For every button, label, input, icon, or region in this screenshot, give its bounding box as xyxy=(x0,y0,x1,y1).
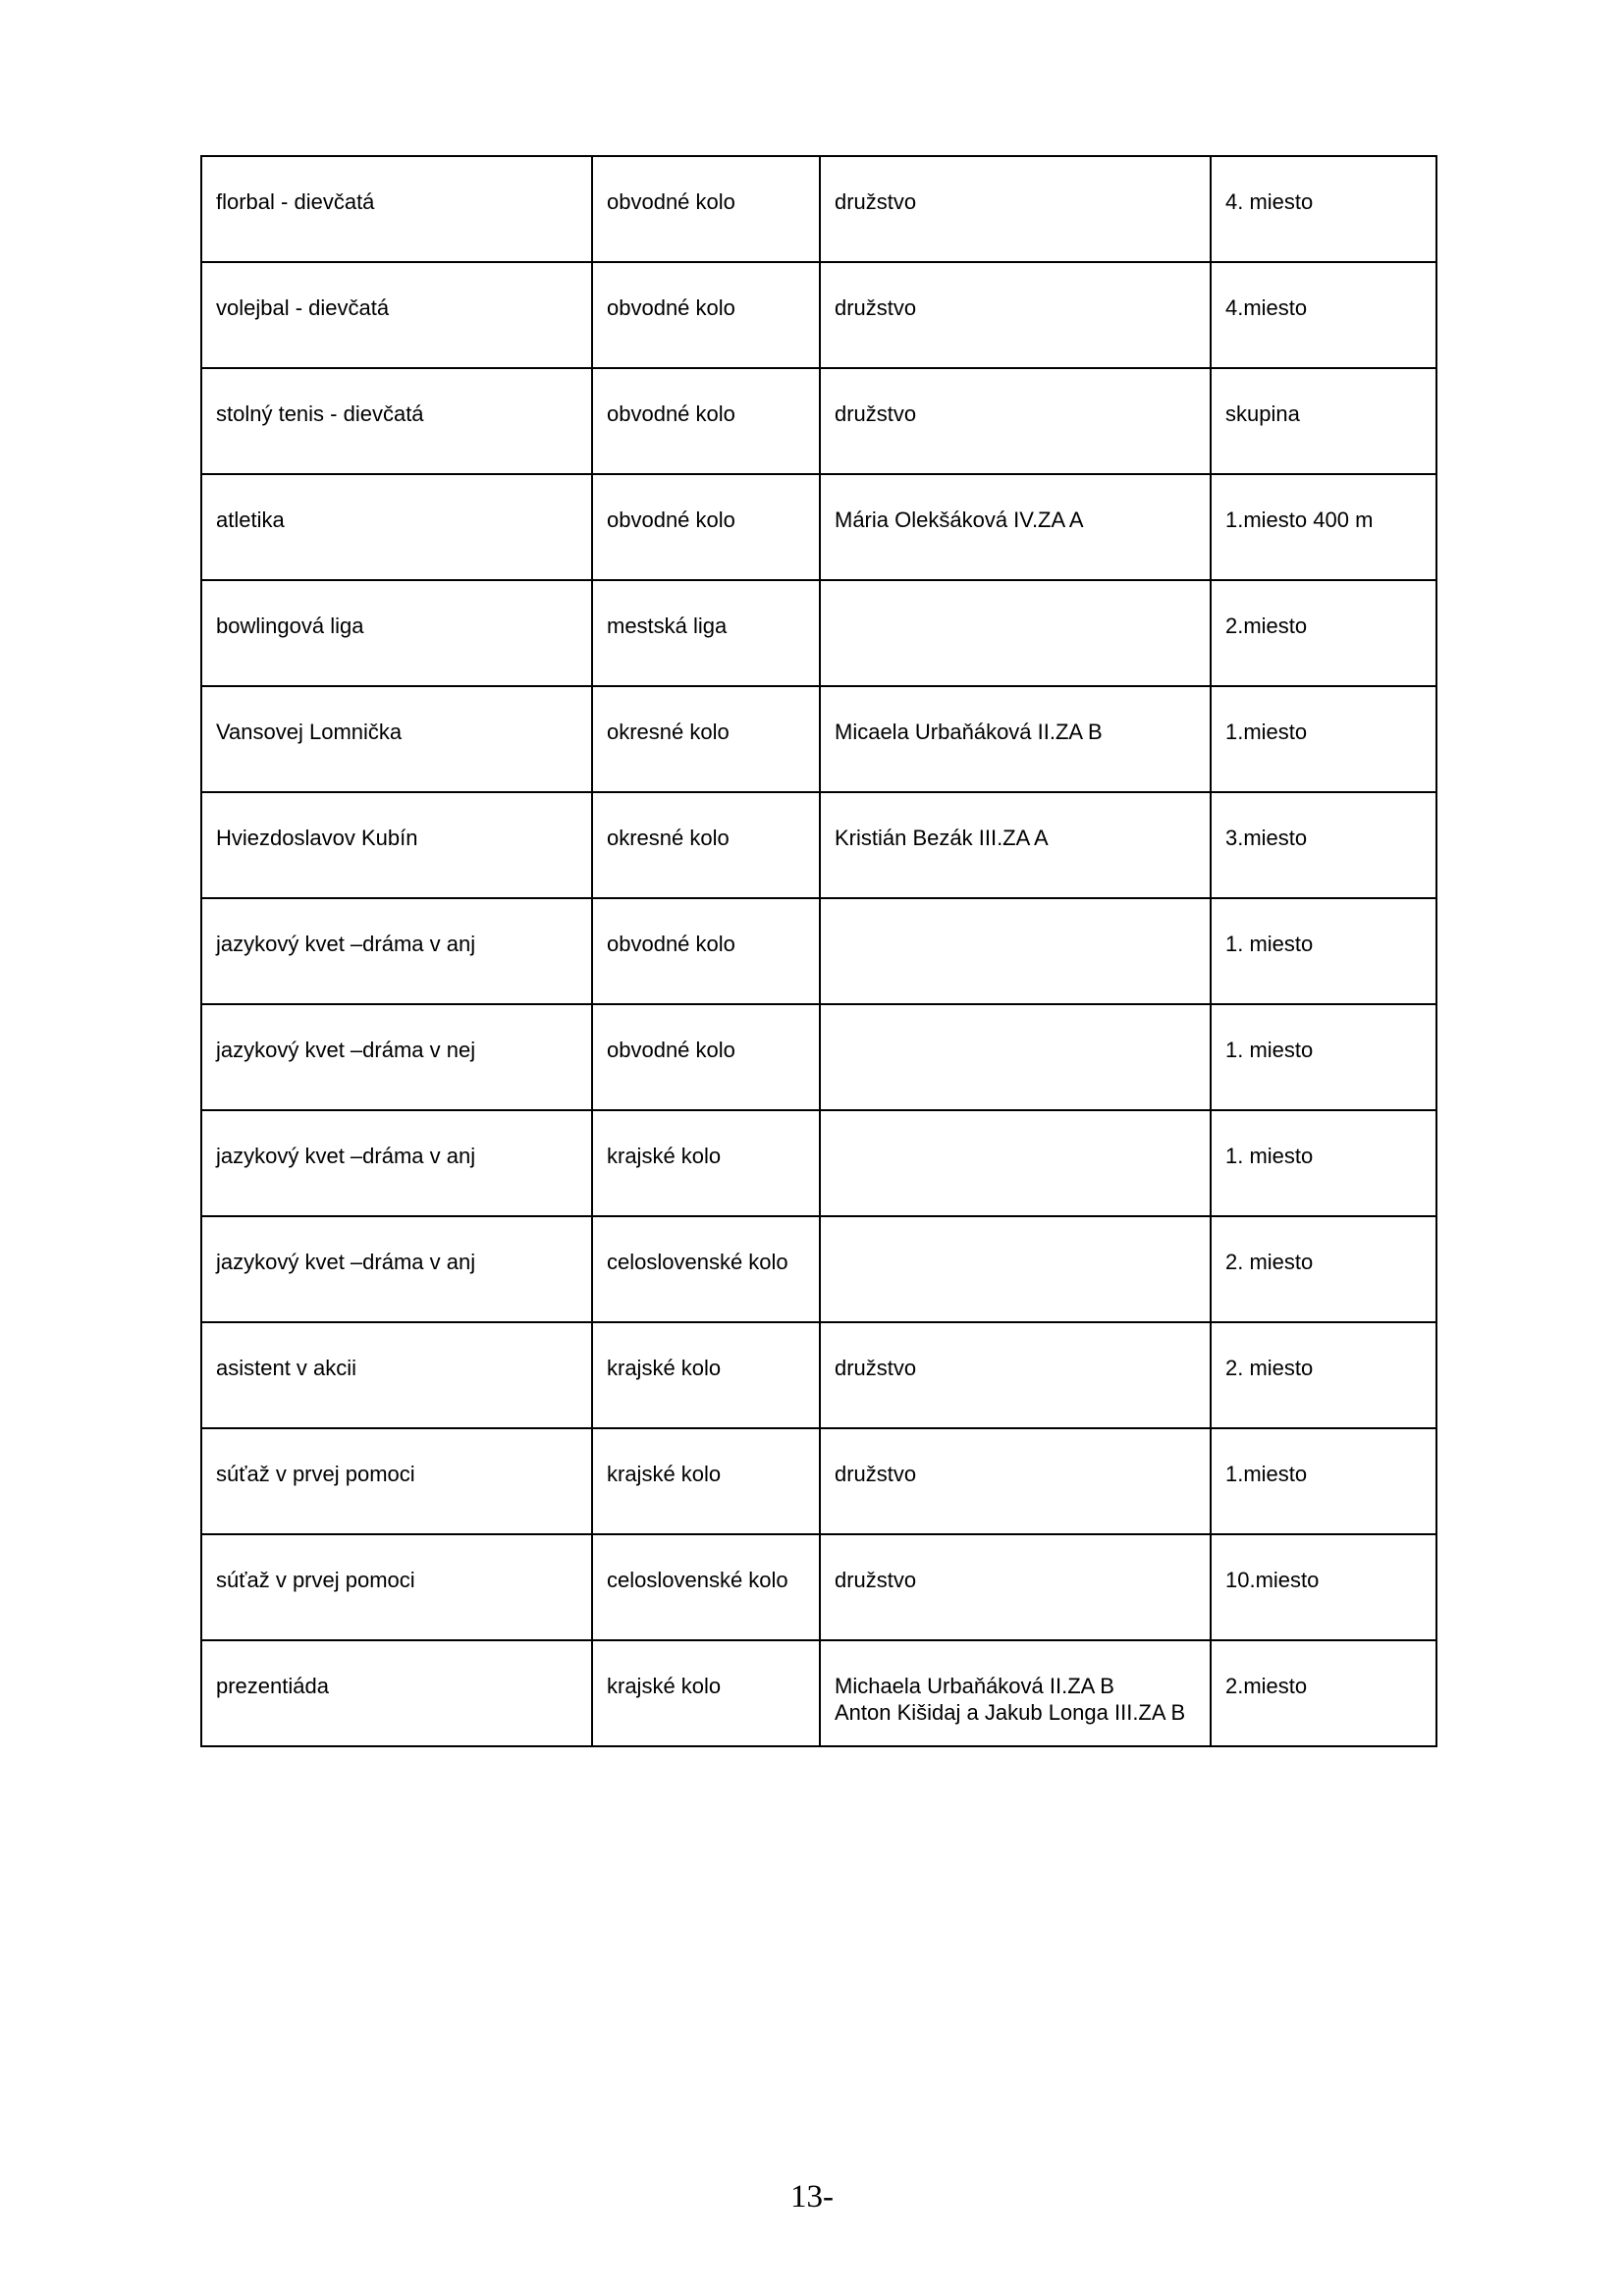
round-cell: mestská liga xyxy=(592,580,820,686)
result-cell: 2.miesto xyxy=(1211,580,1436,686)
round-cell: obvodné kolo xyxy=(592,898,820,1004)
result-cell: 1.miesto xyxy=(1211,686,1436,792)
round-cell: krajské kolo xyxy=(592,1110,820,1216)
discipline-cell: stolný tenis - dievčatá xyxy=(201,368,592,474)
round-cell: obvodné kolo xyxy=(592,474,820,580)
table-row xyxy=(201,1110,1436,1216)
participant-cell xyxy=(820,1534,1211,1640)
round-cell: krajské kolo xyxy=(592,1640,820,1746)
participant-line: družstvo xyxy=(835,1356,917,1380)
result-cell: 1. miesto xyxy=(1211,898,1436,1004)
discipline-cell: jazykový kvet –dráma v nej xyxy=(201,1004,592,1110)
result-cell: 2. miesto xyxy=(1211,1216,1436,1322)
discipline-cell: Vansovej Lomnička xyxy=(201,686,592,792)
page-number: 13- xyxy=(790,2179,834,2215)
participant-line: družstvo xyxy=(835,1462,917,1486)
participant-cell xyxy=(820,580,1211,686)
participant-cell xyxy=(820,686,1211,792)
round-cell: krajské kolo xyxy=(592,1428,820,1534)
round-cell: okresné kolo xyxy=(592,686,820,792)
discipline-cell: prezentiáda xyxy=(201,1640,592,1746)
participant-line: družstvo xyxy=(835,401,917,426)
round-cell: obvodné kolo xyxy=(592,262,820,368)
participant-cell xyxy=(820,1640,1211,1746)
table-row xyxy=(201,1428,1436,1534)
round-cell: celoslovenské kolo xyxy=(592,1534,820,1640)
discipline-cell: asistent v akcii xyxy=(201,1322,592,1428)
round-cell: celoslovenské kolo xyxy=(592,1216,820,1322)
table-row xyxy=(201,1640,1436,1746)
table-row xyxy=(201,1216,1436,1322)
results-table-body xyxy=(201,156,1436,1746)
participant-cell xyxy=(820,474,1211,580)
result-cell: 1.miesto 400 m xyxy=(1211,474,1436,580)
round-cell: obvodné kolo xyxy=(592,368,820,474)
discipline-cell: súťaž v prvej pomoci xyxy=(201,1534,592,1640)
round-cell: okresné kolo xyxy=(592,792,820,898)
table-row xyxy=(201,686,1436,792)
discipline-cell: jazykový kvet –dráma v anj xyxy=(201,898,592,1004)
discipline-cell: bowlingová liga xyxy=(201,580,592,686)
participant-cell xyxy=(820,262,1211,368)
round-cell: obvodné kolo xyxy=(592,156,820,262)
participant-line: Kristián Bezák III.ZA A xyxy=(835,826,1049,850)
table-row xyxy=(201,474,1436,580)
table-row xyxy=(201,1004,1436,1110)
result-cell: 1. miesto xyxy=(1211,1004,1436,1110)
table-row xyxy=(201,580,1436,686)
result-cell: 2.miesto xyxy=(1211,1640,1436,1746)
table-row xyxy=(201,1534,1436,1640)
discipline-cell: atletika xyxy=(201,474,592,580)
table-row xyxy=(201,262,1436,368)
table-row xyxy=(201,898,1436,1004)
participant-cell xyxy=(820,1428,1211,1534)
round-cell: obvodné kolo xyxy=(592,1004,820,1110)
discipline-cell: jazykový kvet –dráma v anj xyxy=(201,1216,592,1322)
discipline-cell: jazykový kvet –dráma v anj xyxy=(201,1110,592,1216)
table-row xyxy=(201,156,1436,262)
discipline-cell: súťaž v prvej pomoci xyxy=(201,1428,592,1534)
discipline-cell: florbal - dievčatá xyxy=(201,156,592,262)
result-cell: 3.miesto xyxy=(1211,792,1436,898)
participant-cell xyxy=(820,156,1211,262)
table-row xyxy=(201,1322,1436,1428)
result-cell: 1.miesto xyxy=(1211,1428,1436,1534)
participant-line: Michaela Urbaňáková II.ZA B xyxy=(835,1674,1114,1698)
result-cell: 4. miesto xyxy=(1211,156,1436,262)
round-cell: krajské kolo xyxy=(592,1322,820,1428)
participant-cell xyxy=(820,1110,1211,1216)
participant-line: Mária Olekšáková IV.ZA A xyxy=(835,507,1084,532)
result-cell: skupina xyxy=(1211,368,1436,474)
participant-line: družstvo xyxy=(835,295,917,320)
participant-cell xyxy=(820,792,1211,898)
participant-cell xyxy=(820,898,1211,1004)
participant-line: družstvo xyxy=(835,189,917,214)
table-row xyxy=(201,792,1436,898)
discipline-cell: volejbal - dievčatá xyxy=(201,262,592,368)
participant-line: Micaela Urbaňáková II.ZA B xyxy=(835,720,1103,744)
participant-cell xyxy=(820,1322,1211,1428)
discipline-cell: Hviezdoslavov Kubín xyxy=(201,792,592,898)
result-cell: 1. miesto xyxy=(1211,1110,1436,1216)
participant-cell xyxy=(820,1216,1211,1322)
table-row xyxy=(201,368,1436,474)
participant-line: družstvo xyxy=(835,1568,917,1592)
result-cell: 2. miesto xyxy=(1211,1322,1436,1428)
result-cell: 10.miesto xyxy=(1211,1534,1436,1640)
participant-line: Anton Kišidaj a Jakub Longa III.ZA B xyxy=(835,1700,1186,1725)
result-cell: 4.miesto xyxy=(1211,262,1436,368)
participant-cell xyxy=(820,368,1211,474)
participant-cell xyxy=(820,1004,1211,1110)
results-table xyxy=(200,155,1437,1747)
